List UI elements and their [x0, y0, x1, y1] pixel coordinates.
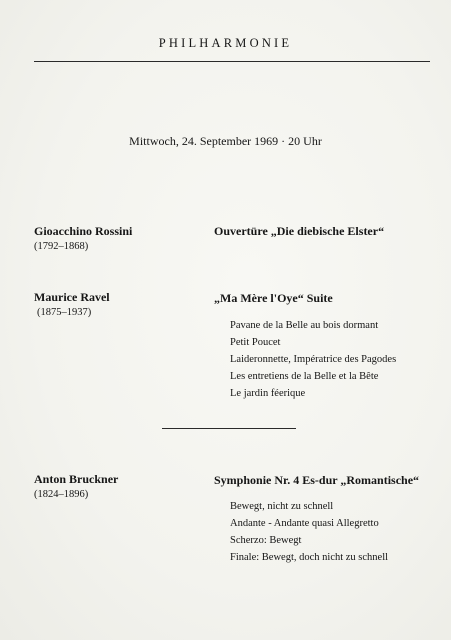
movement-item: Le jardin féerique	[230, 388, 306, 399]
composer-block-rossini	[34, 223, 132, 255]
composer-years: (1875–1937)	[37, 307, 92, 318]
movement-item: Petit Poucet	[230, 337, 281, 348]
concert-date: Mittwoch, 24. September 1969 · 20 Uhr	[129, 134, 322, 148]
work-title-rossini: Ouvertüre „Die diebische Elster“	[214, 224, 385, 238]
movement-list-ravel	[230, 317, 396, 402]
composer-years: (1824–1896)	[34, 489, 89, 500]
movement-item: Laideronnette, Impératrice des Pagodes	[230, 354, 397, 365]
movement-item: Scherzo: Bewegt	[230, 535, 302, 546]
composer-block-ravel	[34, 289, 110, 321]
movement-item: Finale: Bewegt, doch nicht zu schnell	[230, 552, 389, 563]
composer-name: Gioacchino Rossini	[34, 224, 133, 238]
venue-title: PHILHARMONIE	[158, 36, 293, 50]
composer-name: Anton Bruckner	[34, 472, 119, 486]
intermission-divider	[162, 428, 296, 429]
work-title-bruckner: Symphonie Nr. 4 Es-dur „Romantische“	[214, 473, 420, 487]
movement-list-bruckner	[230, 498, 388, 566]
work-title-ravel: „Ma Mère l'Oye“ Suite	[214, 291, 333, 305]
movement-item: Andante - Andante quasi Allegretto	[230, 518, 379, 529]
movement-item: Les entretiens de la Belle et la Bête	[230, 371, 379, 382]
composer-name: Maurice Ravel	[34, 290, 110, 304]
movement-item: Pavane de la Belle au bois dormant	[230, 320, 379, 331]
movement-item: Bewegt, nicht zu schnell	[230, 501, 334, 512]
header-divider	[34, 61, 430, 62]
composer-years: (1792–1868)	[34, 241, 89, 252]
composer-block-bruckner	[34, 471, 118, 503]
